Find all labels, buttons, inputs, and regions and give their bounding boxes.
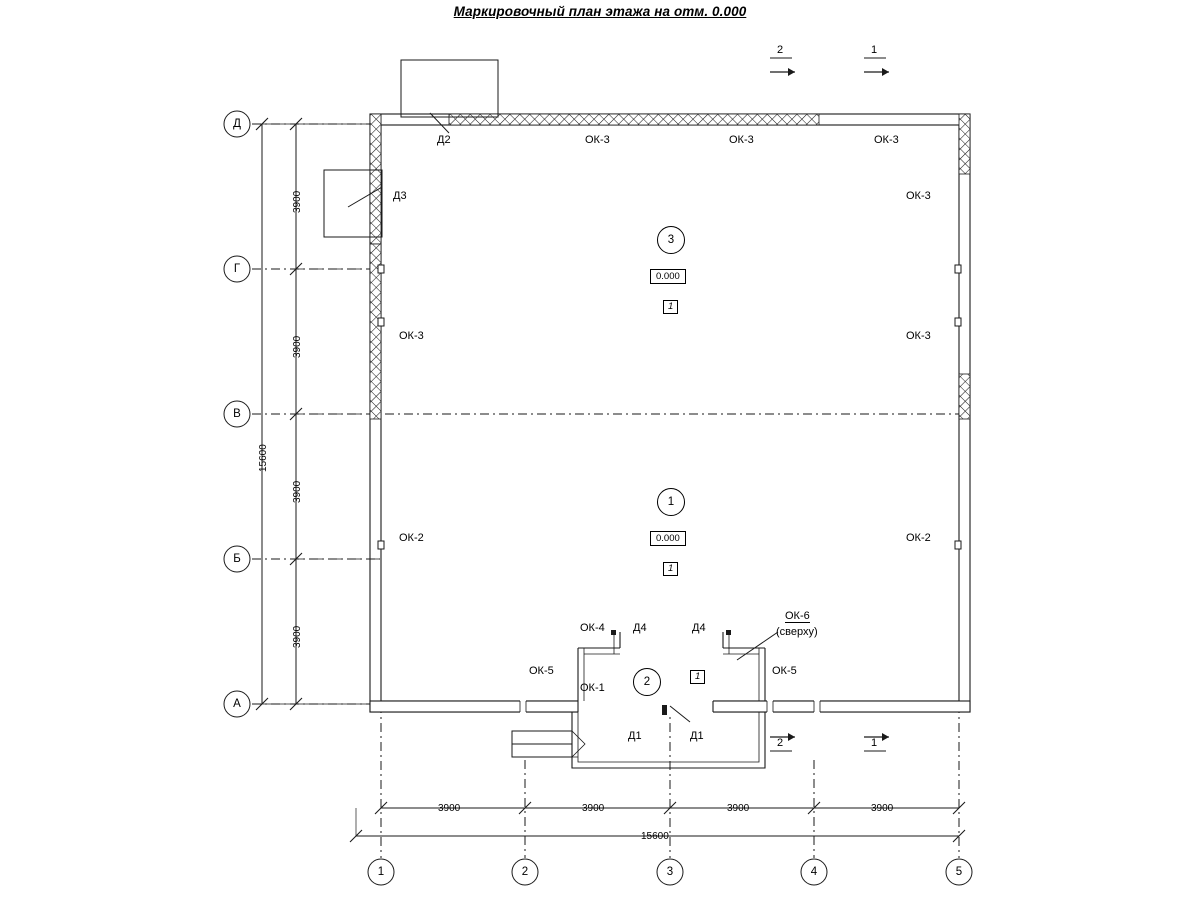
label-d1-left: Д1 (628, 730, 642, 742)
label-ok1: ОК-1 (580, 682, 605, 694)
axis-label: 1 (377, 866, 385, 878)
page-title: Маркировочный план этажа на отм. 0.000 (453, 4, 747, 19)
label-ok6-note: (сверху) (776, 626, 818, 638)
section-mark-1-bottom: 1 (871, 737, 878, 749)
node-mark-tambour (690, 670, 705, 682)
label-ok3-top-1: ОК-3 (585, 134, 610, 146)
dim-left-total: 15600 (258, 444, 269, 472)
axis-bubble-v (224, 401, 250, 427)
dim-left-seg-1: 3900 (292, 190, 303, 213)
elevation-value: 0.000 (650, 531, 686, 546)
axis-bubble-b (224, 546, 250, 572)
section-mark-2-top: 2 (777, 44, 784, 56)
zone-marker-label: 1 (667, 496, 675, 508)
zone-marker-label: 3 (667, 234, 675, 246)
label-ok2-left: ОК-2 (399, 532, 424, 544)
dim-bottom-total: 15600 (641, 831, 669, 842)
label-d4-left: Д4 (633, 622, 647, 634)
axis-bubble-a (224, 691, 250, 717)
label-ok3-left: ОК-3 (399, 330, 424, 342)
zone-marker-3 (657, 226, 685, 254)
axis-label: Г (233, 263, 241, 275)
dim-left-seg-2: 3900 (292, 335, 303, 358)
zone-marker-2 (633, 668, 661, 696)
dim-left-seg-4: 3900 (292, 625, 303, 648)
label-d4-right: Д4 (692, 622, 706, 634)
elevation-mark-lower (650, 532, 686, 544)
axis-bubble-3 (657, 859, 683, 885)
node-mark-upper (663, 300, 678, 312)
zone-marker-1 (657, 488, 685, 516)
axis-label: В (233, 408, 241, 420)
label-ok3-right-upper: ОК-3 (906, 190, 931, 202)
label-ok5-left: ОК-5 (529, 665, 554, 677)
dim-left-seg-3: 3900 (292, 480, 303, 503)
label-ok3-right: ОК-3 (906, 330, 931, 342)
label-ok6: ОК-6 (785, 610, 810, 622)
elevation-mark-upper (650, 270, 686, 282)
axis-bubble-4 (801, 859, 827, 885)
axis-label: Б (233, 553, 241, 565)
dim-bottom-seg-4: 3900 (871, 803, 894, 814)
axis-bubble-2 (512, 859, 538, 885)
node-value: 1 (663, 300, 678, 314)
zone-marker-label: 2 (643, 676, 651, 688)
elevation-value: 0.000 (650, 269, 686, 284)
label-d2: Д2 (437, 134, 451, 146)
section-mark-2-bottom: 2 (777, 737, 784, 749)
node-mark-lower (663, 562, 678, 574)
label-ok5-right: ОК-5 (772, 665, 797, 677)
axis-label: А (233, 698, 241, 710)
node-value: 1 (663, 562, 678, 576)
axis-label: 4 (810, 866, 818, 878)
label-d1-right: Д1 (690, 730, 704, 742)
axis-bubble-5 (946, 859, 972, 885)
label-d3: Д3 (393, 190, 407, 202)
label-ok3-top-2: ОК-3 (729, 134, 754, 146)
axis-label: Д (233, 118, 241, 130)
axis-label: 2 (521, 866, 529, 878)
axis-label: 5 (955, 866, 963, 878)
label-ok4: ОК-4 (580, 622, 605, 634)
axis-bubble-d (224, 111, 250, 137)
axis-bubble-1 (368, 859, 394, 885)
dim-bottom-seg-2: 3900 (582, 803, 605, 814)
node-value: 1 (690, 670, 705, 684)
label-ok3-top-3: ОК-3 (874, 134, 899, 146)
axis-label: 3 (666, 866, 674, 878)
axis-bubble-g (224, 256, 250, 282)
dim-bottom-seg-1: 3900 (438, 803, 461, 814)
label-ok2-right: ОК-2 (906, 532, 931, 544)
section-mark-1-top: 1 (871, 44, 878, 56)
dim-bottom-seg-3: 3900 (727, 803, 750, 814)
